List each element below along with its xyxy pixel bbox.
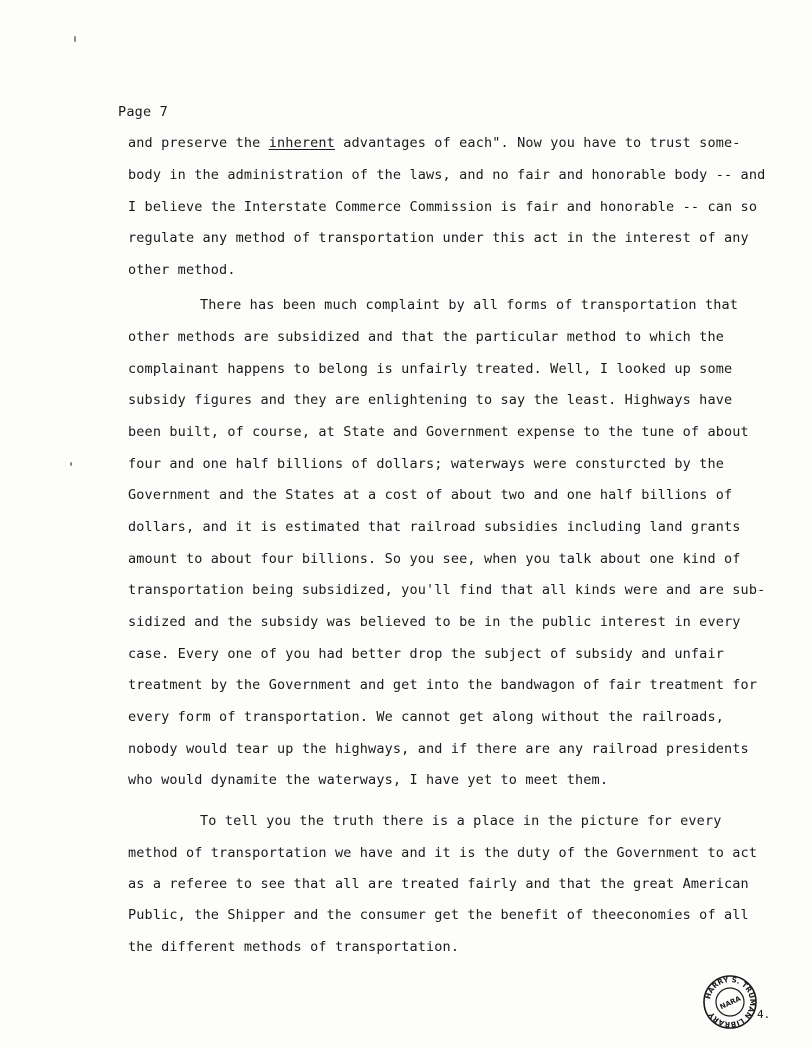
text-line: nobody would tear up the highways, and if there are any railroad presidents [128, 741, 749, 757]
text-line: method of transportation we have and it is the duty of the Government to act [128, 845, 758, 861]
text-line [128, 135, 741, 151]
text-line: complainant happens to belong is unfairly treated. Well, I looked up some [128, 361, 733, 377]
text-line: To tell you the truth there is a place in the picture for every [200, 813, 722, 829]
text-line: other method. [128, 262, 236, 278]
text-line: dollars, and it is estimated that railroad subsidies including land grants [128, 519, 741, 535]
text-segment: advantages of each". Now you have to trust some- [334, 135, 741, 151]
text-line: subsidy figures and they are enlightening to say the least. Highways have [128, 392, 733, 408]
text-line: Government and the States at a cost of about two and one half billions of [128, 487, 733, 503]
stamp-mark: 4. [757, 1008, 771, 1021]
svg-text:NARA: NARA [718, 994, 743, 1012]
text-line: other methods are subsidized and that the particular method to which the [128, 329, 724, 345]
text-segment: and preserve the [128, 135, 269, 151]
svg-text:HARRY S. TRUMAN LIBRARY: HARRY S. TRUMAN LIBRARY [703, 974, 758, 1030]
text-line: I believe the Interstate Commerce Commission is fair and honorable -- can so [128, 199, 758, 215]
library-seal-stamp [702, 974, 758, 1030]
page-number: Page 7 [118, 104, 168, 120]
text-line: amount to about four billions. So you see, when you talk about one kind of [128, 551, 741, 567]
underlined-word: inherent [268, 135, 335, 151]
text-line: who would dynamite the waterways, I have yet to meet them. [128, 772, 609, 788]
text-line: every form of transportation. We cannot get along without the railroads, [128, 709, 724, 725]
text-line: There has been much complaint by all forms of transportation that [200, 297, 739, 313]
text-line: regulate any method of transportation under this act in the interest of any [128, 230, 749, 246]
text-line: the different methods of transportation. [128, 939, 460, 955]
text-line: sidized and the subsidy was believed to be in the public interest in every [128, 614, 741, 630]
text-line: treatment by the Government and get into the bandwagon of fair treatment for [128, 677, 758, 693]
text-line: Public, the Shipper and the consumer get the benefit of theeconomies of all [128, 907, 749, 923]
text-line: body in the administration of the laws, and no fair and honorable body -- and [128, 167, 766, 183]
text-line: four and one half billions of dollars; waterways were consturcted by the [128, 456, 724, 472]
scan-speck [70, 462, 72, 466]
text-line: transportation being subsidized, you'll find that all kinds were and are sub- [128, 582, 766, 598]
scan-speck [74, 36, 76, 42]
text-line: as a referee to see that all are treated fairly and that the great American [128, 876, 749, 892]
text-line: been built, of course, at State and Government expense to the tune of about [128, 424, 749, 440]
text-line: case. Every one of you had better drop the subject of subsidy and unfair [128, 646, 724, 662]
